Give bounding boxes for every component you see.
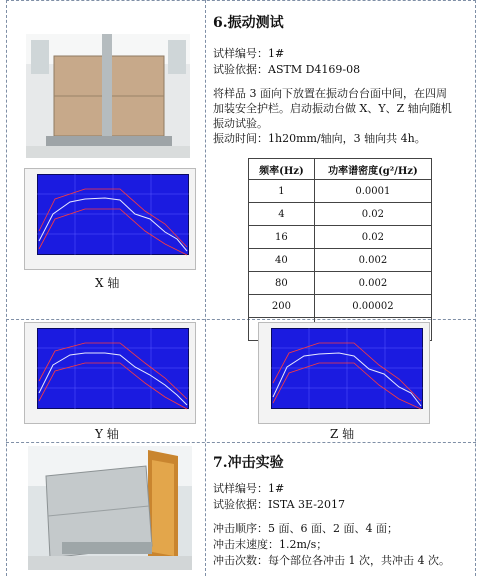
- psd-header: 功率谱密度(g²/Hz): [314, 159, 431, 180]
- z-axis-psd-plot: [258, 322, 430, 424]
- table-row: [249, 180, 432, 203]
- z-axis-caption: Z 轴: [330, 427, 355, 441]
- section7-sample-no: 试样编号：1#: [213, 482, 285, 495]
- section7-standard: 试验依据：ISTA 3E-2017: [213, 498, 345, 511]
- psd-cell: 0.002: [314, 249, 431, 272]
- psd-table-header: [249, 159, 432, 180]
- table-border-left: [6, 0, 7, 576]
- table-row: [249, 272, 432, 295]
- table-row: [249, 295, 432, 318]
- psd-cell: 0.002: [314, 272, 431, 295]
- row-border-2: [6, 442, 476, 443]
- table-border-middle: [205, 0, 206, 576]
- psd-cell: 0.02: [314, 203, 431, 226]
- table-border-right: [475, 0, 476, 576]
- x-axis-psd-plot: [24, 168, 196, 270]
- frequency-cell: 16: [249, 226, 315, 249]
- section6-desc-line3: 振动试验。: [213, 117, 268, 130]
- section6-duration: 振动时间：1h20mm/轴向，3 轴向共 4h。: [213, 132, 426, 145]
- frequency-cell: 40: [249, 249, 315, 272]
- section6-heading: 6.振动测试: [213, 15, 284, 31]
- section7-heading: 7.冲击实验: [213, 455, 284, 471]
- psd-cell: 0.02: [314, 226, 431, 249]
- frequency-cell: 200: [249, 295, 315, 318]
- y-axis-psd-plot: [24, 322, 196, 424]
- table-row: [249, 249, 432, 272]
- section6-desc-line2: 加装安全护栏。启动振动台做 X、Y、Z 轴向随机: [213, 102, 452, 115]
- section6-standard: 试验依据：ASTM D4169-08: [213, 63, 361, 76]
- frequency-header: 频率(Hz): [249, 159, 315, 180]
- table-row: [249, 226, 432, 249]
- section6-desc-line1: 将样品 3 面向下放置在振动台台面中间，在四周: [213, 87, 447, 100]
- frequency-cell: 4: [249, 203, 315, 226]
- section6-sample-no: 试样编号：1#: [213, 47, 285, 60]
- section7-velocity: 冲击末速度：1.2m/s；: [213, 538, 328, 551]
- x-axis-caption: X 轴: [95, 276, 120, 290]
- psd-cell: 0.0001: [314, 180, 431, 203]
- psd-table: [248, 158, 432, 341]
- frequency-cell: 80: [249, 272, 315, 295]
- y-axis-caption: Y 轴: [95, 427, 119, 441]
- table-row: [249, 203, 432, 226]
- vibration-test-photo: [26, 34, 190, 158]
- impact-test-photo: [28, 446, 192, 570]
- row-border-top: [6, 0, 476, 1]
- section7-count: 冲击次数：每个部位各冲击 1 次，共冲击 4 次。: [213, 554, 450, 567]
- frequency-cell: 1: [249, 180, 315, 203]
- psd-cell: 0.00002: [314, 295, 431, 318]
- section7-order: 冲击顺序：5 面、6 面、2 面、4 面；: [213, 522, 398, 535]
